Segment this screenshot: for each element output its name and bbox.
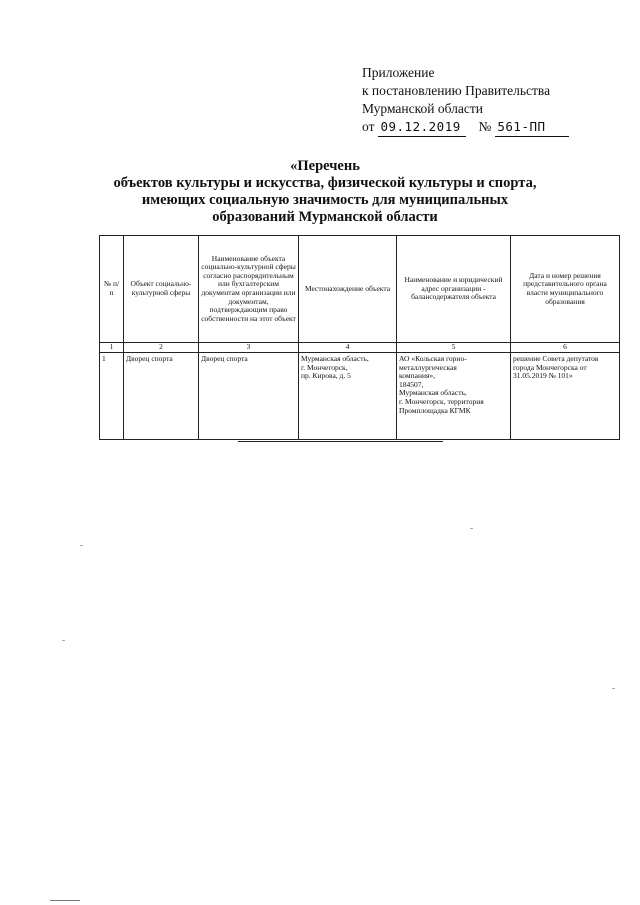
organization-line: АО «Кольская горно- [399,354,467,363]
decision-line: решение Совета депутатов [513,354,599,363]
bottom-margin-mark [50,900,80,901]
column-number: 2 [124,343,199,353]
organization-line: г. Мончегорск, территория [399,396,484,406]
scan-speck [470,528,473,529]
column-number: 3 [199,343,299,353]
table-header-row [100,236,620,343]
title-line-2: объектов культуры и искусства, физической культуры и спорта, [113,175,537,191]
date-prefix: от [362,119,375,134]
appendix-block [362,64,632,137]
column-number: 5 [397,343,511,353]
header-decision: Дата и номер решения представительного органа власти муниципального образования [511,236,620,343]
decree-number: 561-ПП [495,118,569,137]
header-organization: Наименование и юридический адрес организации - балансодержателя объекта [397,236,511,343]
location-line: г. Мончегорск, [301,362,348,372]
number-prefix: № [478,119,492,134]
title-line-4: образований Мурманской области [212,209,438,225]
scan-speck [62,640,65,641]
organization-line: компания», [399,371,436,381]
location-line: пр. Кирова, д. 5 [301,371,351,381]
scan-speck [80,545,83,546]
header-object-name: Наименование объекта социально-культурной сферы согласно распорядительным или бухгалтерским документам организации или документам, подтверждающим право собственности на этот объект [199,236,299,343]
header-location: Местонахождение объекта [299,236,397,343]
decree-date-number [362,118,632,137]
cell-object: Дворец спорта [124,353,199,440]
appendix-line-3: Мурманской области [362,101,483,116]
column-number: 4 [299,343,397,353]
decision-line: города Мончегорска от [513,362,587,372]
objects-table [99,235,620,440]
cell-organization [397,353,511,440]
table-row [100,353,620,440]
title-line-1: «Перечень [290,158,360,174]
location-line: Мурманская область, [301,354,369,363]
decree-date: 09.12.2019 [378,118,466,137]
organization-line: металлургическая [399,362,457,372]
title-line-3: имеющих социальную значимость для муниципальных [141,192,509,208]
header-object: Объект социально-культурной сферы [124,236,199,343]
document-title [80,158,570,226]
cell-number: 1 [100,353,124,440]
appendix-line-2: к постановлению Правительства [362,83,551,98]
cell-decision [511,353,620,440]
closing-separator-line [238,441,443,442]
organization-line: 184507, [399,379,424,389]
cell-object-name: Дворец спорта [199,353,299,440]
column-number-row [100,343,620,353]
column-number: 6 [511,343,620,353]
organization-line: Мурманская область, [399,388,467,398]
organization-line: Промплощадка КГМК [399,405,471,415]
decision-line: 31.05.2019 № 101» [513,371,573,381]
scan-speck [612,688,615,689]
cell-location [299,353,397,440]
header-number: № п/п [100,236,124,343]
column-number: 1 [100,343,124,353]
appendix-line-1: Приложение [362,65,435,80]
